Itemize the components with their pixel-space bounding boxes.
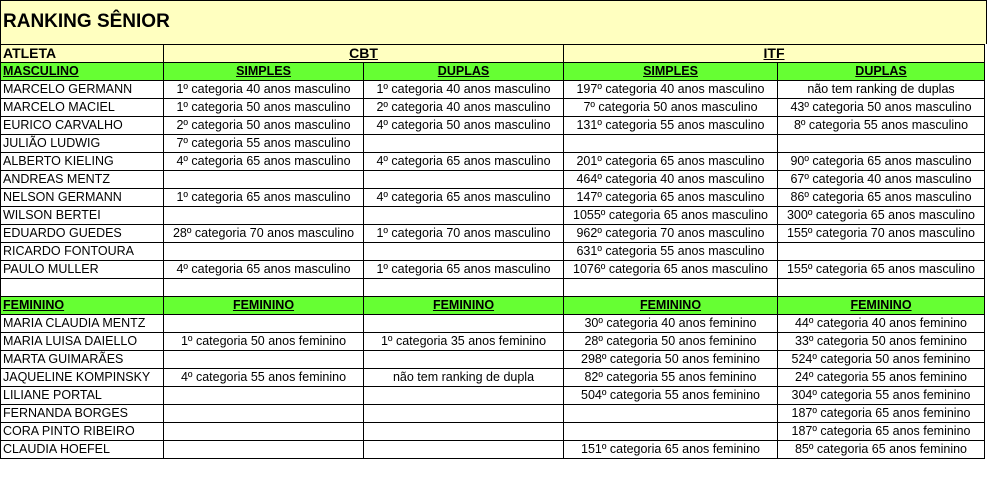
athlete-name-cell: WILSON BERTEI xyxy=(1,207,164,225)
itf-duplas-cell: 187º categoria 65 anos feminino xyxy=(778,405,985,423)
cbt-simples-cell xyxy=(164,405,364,423)
athlete-name-cell: CORA PINTO RIBEIRO xyxy=(1,423,164,441)
cbt-simples-cell: 28º categoria 70 anos masculino xyxy=(164,225,364,243)
itf-duplas-cell: não tem ranking de duplas xyxy=(778,81,985,99)
itf-simples-label: SIMPLES xyxy=(564,63,778,81)
itf-simples-cell: 131º categoria 55 anos masculino xyxy=(564,117,778,135)
table-row xyxy=(1,243,985,261)
athlete-name-cell: JAQUELINE KOMPINSKY xyxy=(1,369,164,387)
feminino-itf-simples-label: FEMININO xyxy=(564,297,778,315)
cbt-duplas-cell: não tem ranking de dupla xyxy=(364,369,564,387)
cbt-duplas-cell: 1º categoria 40 anos masculino xyxy=(364,81,564,99)
itf-simples-cell xyxy=(564,135,778,153)
feminino-cbt-simples-label: FEMININO xyxy=(164,297,364,315)
cbt-duplas-cell xyxy=(364,387,564,405)
cbt-duplas-cell xyxy=(364,207,564,225)
itf-simples-cell: 464º categoria 40 anos masculino xyxy=(564,171,778,189)
table-row xyxy=(1,189,985,207)
athlete-name-cell: LILIANE PORTAL xyxy=(1,387,164,405)
itf-duplas-cell: 86º categoria 65 anos masculino xyxy=(778,189,985,207)
cbt-duplas-cell: 1º categoria 70 anos masculino xyxy=(364,225,564,243)
itf-simples-cell: 1055º categoria 65 anos masculino xyxy=(564,207,778,225)
empty-cell xyxy=(364,279,564,297)
itf-duplas-cell: 33º categoria 50 anos feminino xyxy=(778,333,985,351)
itf-simples-cell: 147º categoria 65 anos masculino xyxy=(564,189,778,207)
table-row xyxy=(1,135,985,153)
table-row xyxy=(1,207,985,225)
itf-simples-cell xyxy=(564,405,778,423)
itf-duplas-cell: 24º categoria 55 anos feminino xyxy=(778,369,985,387)
cbt-duplas-cell: 2º categoria 40 anos masculino xyxy=(364,99,564,117)
empty-cell xyxy=(164,279,364,297)
table-row xyxy=(1,171,985,189)
cbt-duplas-label: DUPLAS xyxy=(364,63,564,81)
table-row xyxy=(1,117,985,135)
cbt-simples-cell: 1º categoria 50 anos masculino xyxy=(164,99,364,117)
page-title-bar xyxy=(0,0,987,44)
athlete-name-cell: MARIA CLAUDIA MENTZ xyxy=(1,315,164,333)
itf-duplas-cell xyxy=(778,243,985,261)
cbt-duplas-cell: 4º categoria 65 anos masculino xyxy=(364,153,564,171)
athlete-name-cell: EDUARDO GUEDES xyxy=(1,225,164,243)
cbt-duplas-cell: 1º categoria 35 anos feminino xyxy=(364,333,564,351)
athlete-name-cell: MARIA LUISA DAIELLO xyxy=(1,333,164,351)
empty-cell xyxy=(778,279,985,297)
table-row xyxy=(1,441,985,459)
cbt-simples-cell xyxy=(164,387,364,405)
itf-simples-cell: 201º categoria 65 anos masculino xyxy=(564,153,778,171)
athlete-header: ATLETA xyxy=(1,45,164,63)
feminino-cbt-duplas-label: FEMININO xyxy=(364,297,564,315)
cbt-simples-cell: 7º categoria 55 anos masculino xyxy=(164,135,364,153)
cbt-simples-cell xyxy=(164,315,364,333)
cbt-simples-cell xyxy=(164,441,364,459)
header-row xyxy=(1,45,985,63)
athlete-name-cell: FERNANDA BORGES xyxy=(1,405,164,423)
itf-duplas-cell: 85º categoria 65 anos feminino xyxy=(778,441,985,459)
feminino-section-row xyxy=(1,297,985,315)
cbt-duplas-cell: 1º categoria 65 anos masculino xyxy=(364,261,564,279)
itf-duplas-cell: 155º categoria 70 anos masculino xyxy=(778,225,985,243)
cbt-simples-cell: 4º categoria 55 anos feminino xyxy=(164,369,364,387)
table-row xyxy=(1,369,985,387)
cbt-duplas-cell xyxy=(364,351,564,369)
cbt-duplas-cell xyxy=(364,441,564,459)
itf-duplas-cell: 90º categoria 65 anos masculino xyxy=(778,153,985,171)
table-row xyxy=(1,81,985,99)
itf-duplas-cell: 67º categoria 40 anos masculino xyxy=(778,171,985,189)
cbt-simples-cell: 1º categoria 40 anos masculino xyxy=(164,81,364,99)
cbt-simples-cell xyxy=(164,423,364,441)
cbt-duplas-cell xyxy=(364,171,564,189)
itf-simples-cell: 28º categoria 50 anos feminino xyxy=(564,333,778,351)
masculino-section-label: MASCULINO xyxy=(1,63,164,81)
cbt-simples-cell: 2º categoria 50 anos masculino xyxy=(164,117,364,135)
cbt-duplas-cell xyxy=(364,135,564,153)
athlete-name-cell: MARCELO GERMANN xyxy=(1,81,164,99)
athlete-name-cell: EURICO CARVALHO xyxy=(1,117,164,135)
itf-simples-cell: 30º categoria 40 anos feminino xyxy=(564,315,778,333)
itf-header: ITF xyxy=(564,45,985,63)
masculino-section-row xyxy=(1,63,985,81)
cbt-duplas-cell: 4º categoria 65 anos masculino xyxy=(364,189,564,207)
cbt-duplas-cell xyxy=(364,243,564,261)
itf-simples-cell: 298º categoria 50 anos feminino xyxy=(564,351,778,369)
table-row xyxy=(1,387,985,405)
table-row xyxy=(1,315,985,333)
cbt-simples-cell: 1º categoria 50 anos feminino xyxy=(164,333,364,351)
itf-simples-cell: 1076º categoria 65 anos masculino xyxy=(564,261,778,279)
table-row xyxy=(1,351,985,369)
cbt-simples-label: SIMPLES xyxy=(164,63,364,81)
feminino-itf-duplas-label: FEMININO xyxy=(778,297,985,315)
itf-simples-cell: 82º categoria 55 anos feminino xyxy=(564,369,778,387)
athlete-name-cell: MARTA GUIMARÃES xyxy=(1,351,164,369)
itf-simples-cell: 197º categoria 40 anos masculino xyxy=(564,81,778,99)
cbt-simples-cell xyxy=(164,171,364,189)
itf-duplas-cell: 155º categoria 65 anos masculino xyxy=(778,261,985,279)
empty-cell xyxy=(564,279,778,297)
athlete-name-cell: ANDREAS MENTZ xyxy=(1,171,164,189)
table-row xyxy=(1,99,985,117)
itf-simples-cell: 631º categoria 55 anos masculino xyxy=(564,243,778,261)
athlete-name-cell: RICARDO FONTOURA xyxy=(1,243,164,261)
table-row xyxy=(1,333,985,351)
cbt-duplas-cell: 4º categoria 50 anos masculino xyxy=(364,117,564,135)
page-title: RANKING SÊNIOR xyxy=(3,11,170,32)
itf-simples-cell: 7º categoria 50 anos masculino xyxy=(564,99,778,117)
table-row xyxy=(1,153,985,171)
athlete-name-cell: CLAUDIA HOEFEL xyxy=(1,441,164,459)
itf-duplas-cell xyxy=(778,135,985,153)
itf-simples-cell: 962º categoria 70 anos masculino xyxy=(564,225,778,243)
itf-duplas-cell: 8º categoria 55 anos masculino xyxy=(778,117,985,135)
itf-duplas-cell: 304º categoria 55 anos feminino xyxy=(778,387,985,405)
cbt-header: CBT xyxy=(164,45,564,63)
itf-simples-cell xyxy=(564,423,778,441)
cbt-simples-cell xyxy=(164,351,364,369)
itf-duplas-label: DUPLAS xyxy=(778,63,985,81)
itf-duplas-cell: 524º categoria 50 anos feminino xyxy=(778,351,985,369)
cbt-simples-cell: 4º categoria 65 anos masculino xyxy=(164,261,364,279)
spacer-row xyxy=(1,279,985,297)
table-row xyxy=(1,261,985,279)
feminino-section-label: FEMININO xyxy=(1,297,164,315)
itf-duplas-cell: 43º categoria 50 anos masculino xyxy=(778,99,985,117)
itf-duplas-cell: 187º categoria 65 anos feminino xyxy=(778,423,985,441)
empty-cell xyxy=(1,279,164,297)
cbt-simples-cell xyxy=(164,207,364,225)
athlete-name-cell: PAULO MULLER xyxy=(1,261,164,279)
cbt-duplas-cell xyxy=(364,315,564,333)
cbt-simples-cell: 4º categoria 65 anos masculino xyxy=(164,153,364,171)
athlete-name-cell: ALBERTO KIELING xyxy=(1,153,164,171)
table-row xyxy=(1,423,985,441)
athlete-name-cell: NELSON GERMANN xyxy=(1,189,164,207)
athlete-name-cell: JULIÃO LUDWIG xyxy=(1,135,164,153)
itf-simples-cell: 504º categoria 55 anos feminino xyxy=(564,387,778,405)
athlete-name-cell: MARCELO MACIEL xyxy=(1,99,164,117)
ranking-table xyxy=(0,44,985,459)
table-row xyxy=(1,225,985,243)
cbt-duplas-cell xyxy=(364,405,564,423)
table-row xyxy=(1,405,985,423)
cbt-simples-cell: 1º categoria 65 anos masculino xyxy=(164,189,364,207)
cbt-simples-cell xyxy=(164,243,364,261)
itf-duplas-cell: 300º categoria 65 anos masculino xyxy=(778,207,985,225)
cbt-duplas-cell xyxy=(364,423,564,441)
itf-simples-cell: 151º categoria 65 anos feminino xyxy=(564,441,778,459)
itf-duplas-cell: 44º categoria 40 anos feminino xyxy=(778,315,985,333)
